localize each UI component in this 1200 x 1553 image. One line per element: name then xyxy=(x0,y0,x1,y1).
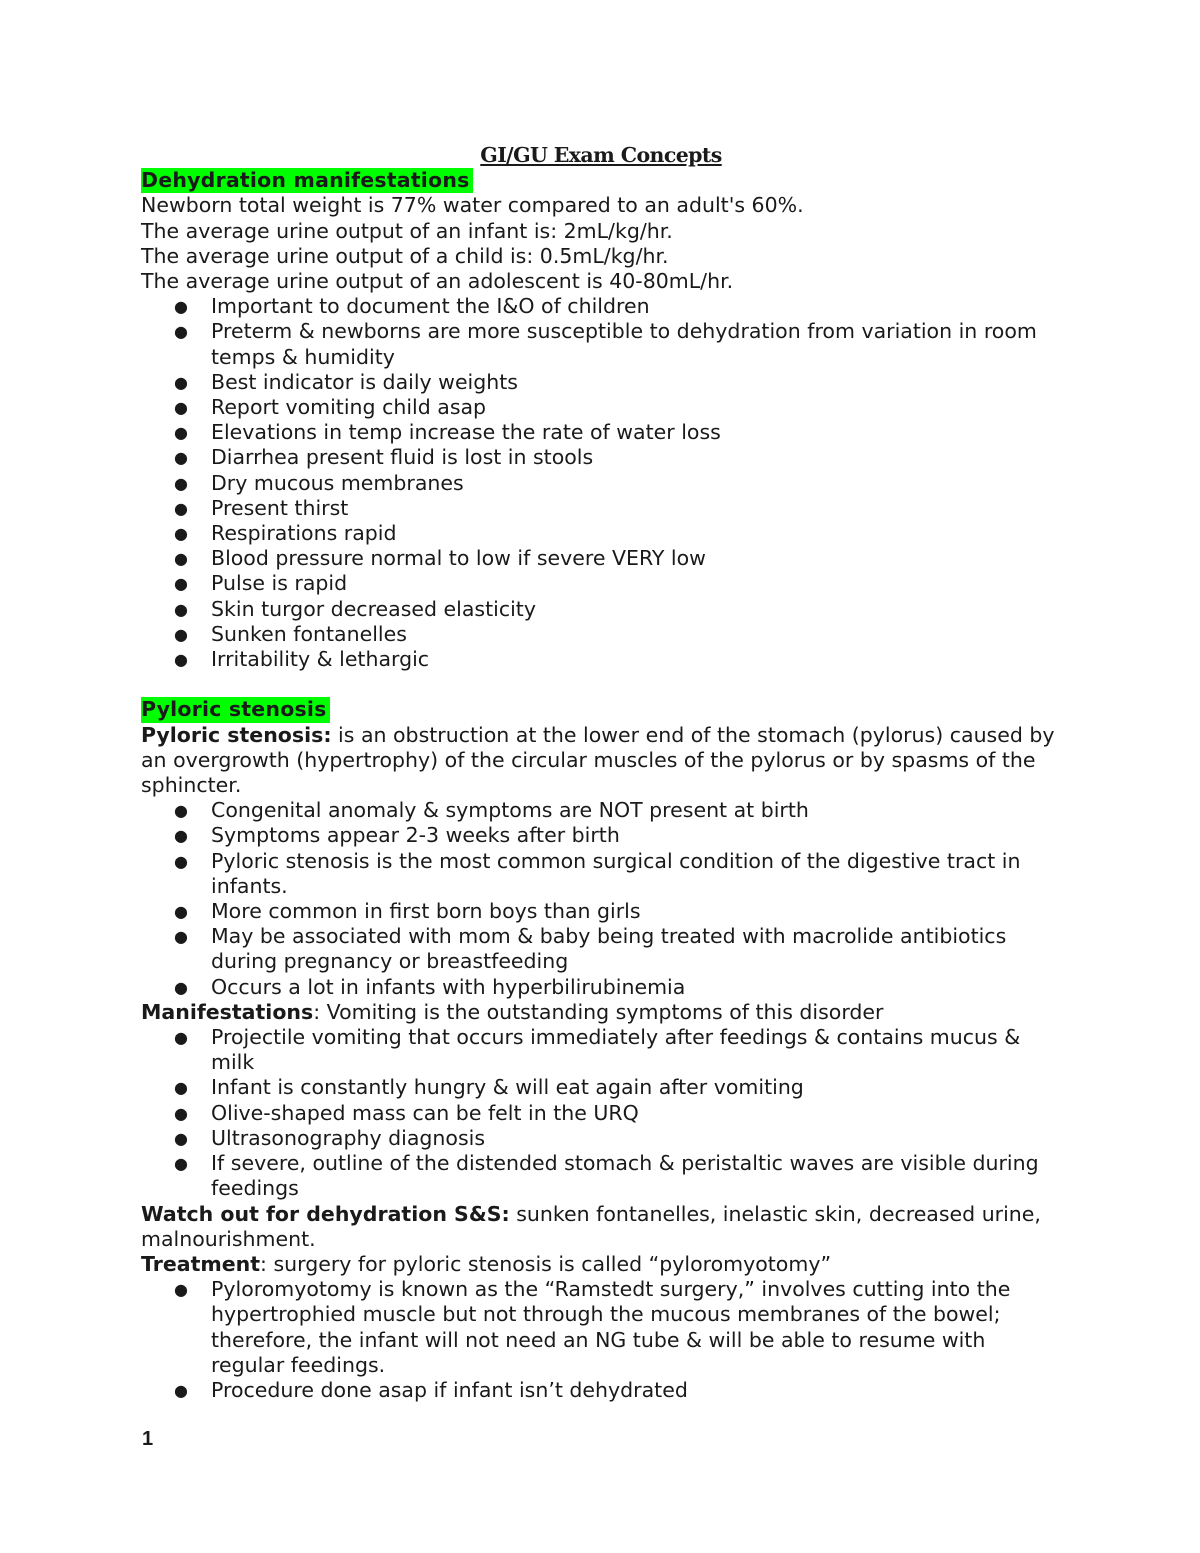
list-item-text: May be associated with mom & baby being treated with macrolide antibiotics during pregnancy or breastfeeding xyxy=(211,924,1007,974)
bullet-icon: ● xyxy=(174,851,188,871)
pyloric-definition-label: Pyloric stenosis: xyxy=(141,722,332,747)
bullet-icon: ● xyxy=(174,297,188,317)
bullet-icon: ● xyxy=(174,1154,188,1174)
bullet-icon: ● xyxy=(174,1128,188,1148)
bullet-icon: ● xyxy=(174,574,188,594)
list-item xyxy=(141,294,1061,319)
list-item xyxy=(141,924,1061,974)
bullet-icon: ● xyxy=(174,1380,188,1400)
list-item-text: If severe, outline of the distended stomach & peristaltic waves are visible during feedings xyxy=(211,1151,1039,1201)
list-item xyxy=(141,571,1061,596)
list-item xyxy=(141,622,1061,647)
bullet-icon: ● xyxy=(174,1028,188,1048)
treatment-label: Treatment xyxy=(141,1251,261,1276)
list-item xyxy=(141,319,1061,369)
bullet-icon: ● xyxy=(174,372,188,392)
list-item-text: Pyloromyotomy is known as the “Ramstedt surgery,” involves cutting into the hypertrophied muscle but not through the mucous membranes of the bowel; therefore, the infant will not need an NG tube & will be able to resume with regular feedings. xyxy=(211,1277,1011,1377)
list-item-text: Skin turgor decreased elasticity xyxy=(211,596,536,621)
bullet-icon: ● xyxy=(174,801,188,821)
list-item xyxy=(141,849,1061,899)
list-item-text: Procedure done asap if infant isn’t dehydrated xyxy=(211,1377,688,1402)
manifestations-label: Manifestations xyxy=(141,999,314,1024)
list-item xyxy=(141,798,1061,823)
dehydration-section xyxy=(141,168,1061,672)
list-item xyxy=(141,1075,1061,1100)
list-item-text: Sunken fontanelles xyxy=(211,621,407,646)
list-item xyxy=(141,1025,1061,1075)
bullet-icon: ● xyxy=(174,423,188,443)
bullet-icon: ● xyxy=(174,473,188,493)
bullet-icon: ● xyxy=(174,1103,188,1123)
list-item xyxy=(141,647,1061,672)
bullet-icon: ● xyxy=(174,1078,188,1098)
pyloric-section xyxy=(141,697,1061,1403)
list-item xyxy=(141,1101,1061,1126)
list-item-text: Congenital anomaly & symptoms are NOT present at birth xyxy=(211,798,809,823)
manifestations-text: : Vomiting is the outstanding symptoms of this disorder xyxy=(313,999,884,1024)
list-item xyxy=(141,597,1061,622)
watch-out-line xyxy=(141,1202,1061,1252)
dehydration-line: Newborn total weight is 77% water compared to an adult's 60%. xyxy=(141,193,804,218)
bullet-icon: ● xyxy=(174,977,188,997)
list-item xyxy=(141,1126,1061,1151)
spacer xyxy=(141,672,1061,697)
dehydration-line: The average urine output of an infant is: 2mL/kg/hr. xyxy=(141,218,673,243)
dehydration-line: The average urine output of a child is: 0.5mL/kg/hr. xyxy=(141,243,669,268)
list-item-text: Dry mucous membranes xyxy=(211,470,464,495)
list-item-text: Diarrhea present fluid is lost in stools xyxy=(211,445,594,470)
bullet-icon: ● xyxy=(174,826,188,846)
list-item xyxy=(141,471,1061,496)
document-content xyxy=(141,143,1061,1403)
page-number: 1 xyxy=(142,1428,154,1450)
list-item-text: Symptoms appear 2-3 weeks after birth xyxy=(211,823,620,848)
pyloric-definition-text: is an obstruction at the lower end of the stomach (pylorus) caused by an overgrowth (hypertrophy) of the circular muscles of the pylorus or by spasms of the sphincter. xyxy=(141,722,1055,798)
list-item xyxy=(141,521,1061,546)
document-title: GI/GU Exam Concepts xyxy=(480,143,722,167)
list-item xyxy=(141,1277,1061,1378)
treatment-line xyxy=(141,1252,1061,1277)
bullet-icon: ● xyxy=(174,650,188,670)
watch-out-label: Watch out for dehydration S&S: xyxy=(141,1201,510,1226)
list-item xyxy=(141,1378,1061,1403)
list-item-text: Best indicator is daily weights xyxy=(211,369,518,394)
manifestations-bullet-list xyxy=(141,1025,1061,1201)
list-item xyxy=(141,370,1061,395)
bullet-icon: ● xyxy=(174,599,188,619)
list-item xyxy=(141,420,1061,445)
bullet-icon: ● xyxy=(174,1280,188,1300)
list-item xyxy=(141,395,1061,420)
bullet-icon: ● xyxy=(174,624,188,644)
bullet-icon: ● xyxy=(174,927,188,947)
bullet-icon: ● xyxy=(174,524,188,544)
dehydration-line: The average urine output of an adolescent is 40-80mL/hr. xyxy=(141,269,734,293)
pyloric-heading: Pyloric stenosis xyxy=(141,697,330,722)
list-item-text: Respirations rapid xyxy=(211,521,397,546)
pyloric-bullet-list xyxy=(141,798,1061,1000)
list-item xyxy=(141,975,1061,1000)
bullet-icon: ● xyxy=(174,498,188,518)
list-item xyxy=(141,546,1061,571)
list-item-text: Pyloric stenosis is the most common surgical condition of the digestive tract in infants. xyxy=(211,848,1021,898)
list-item xyxy=(141,1151,1061,1201)
manifestations-line xyxy=(141,1000,1061,1025)
bullet-icon: ● xyxy=(174,398,188,418)
list-item-text: Projectile vomiting that occurs immediately after feedings & contains mucus & milk xyxy=(211,1025,1021,1075)
list-item-text: Occurs a lot in infants with hyperbilirubinemia xyxy=(211,974,686,999)
list-item-text: More common in first born boys than girls xyxy=(211,899,641,924)
list-item xyxy=(141,445,1061,470)
dehydration-heading: Dehydration manifestations xyxy=(141,168,473,193)
list-item-text: Infant is constantly hungry & will eat again after vomiting xyxy=(211,1075,804,1100)
list-item xyxy=(141,899,1061,924)
bullet-icon: ● xyxy=(174,902,188,922)
list-item-text: Elevations in temp increase the rate of water loss xyxy=(211,420,721,445)
list-item-text: Irritability & lethargic xyxy=(211,647,430,672)
list-item xyxy=(141,496,1061,521)
list-item-text: Olive-shaped mass can be felt in the URQ xyxy=(211,1100,639,1125)
dehydration-bullet-list xyxy=(141,294,1061,672)
list-item-text: Report vomiting child asap xyxy=(211,395,487,420)
watch-out-text: sunken fontanelles, inelastic skin, decreased urine, malnourishment. xyxy=(141,1201,1041,1251)
list-item-text: Present thirst xyxy=(211,495,349,520)
bullet-icon: ● xyxy=(174,322,188,342)
list-item-text: Ultrasonography diagnosis xyxy=(211,1125,486,1150)
list-item xyxy=(141,823,1061,848)
list-item-text: Blood pressure normal to low if severe VERY low xyxy=(211,546,706,571)
treatment-bullet-list xyxy=(141,1277,1061,1403)
list-item-text: Preterm & newborns are more susceptible to dehydration from variation in room temps & humidity xyxy=(211,319,1037,369)
list-item-text: Important to document the I&O of children xyxy=(211,294,650,319)
pyloric-definition xyxy=(141,723,1061,799)
bullet-icon: ● xyxy=(174,448,188,468)
treatment-text: : surgery for pyloric stenosis is called “pyloromyotomy” xyxy=(260,1251,832,1276)
list-item-text: Pulse is rapid xyxy=(211,571,348,596)
bullet-icon: ● xyxy=(174,549,188,569)
